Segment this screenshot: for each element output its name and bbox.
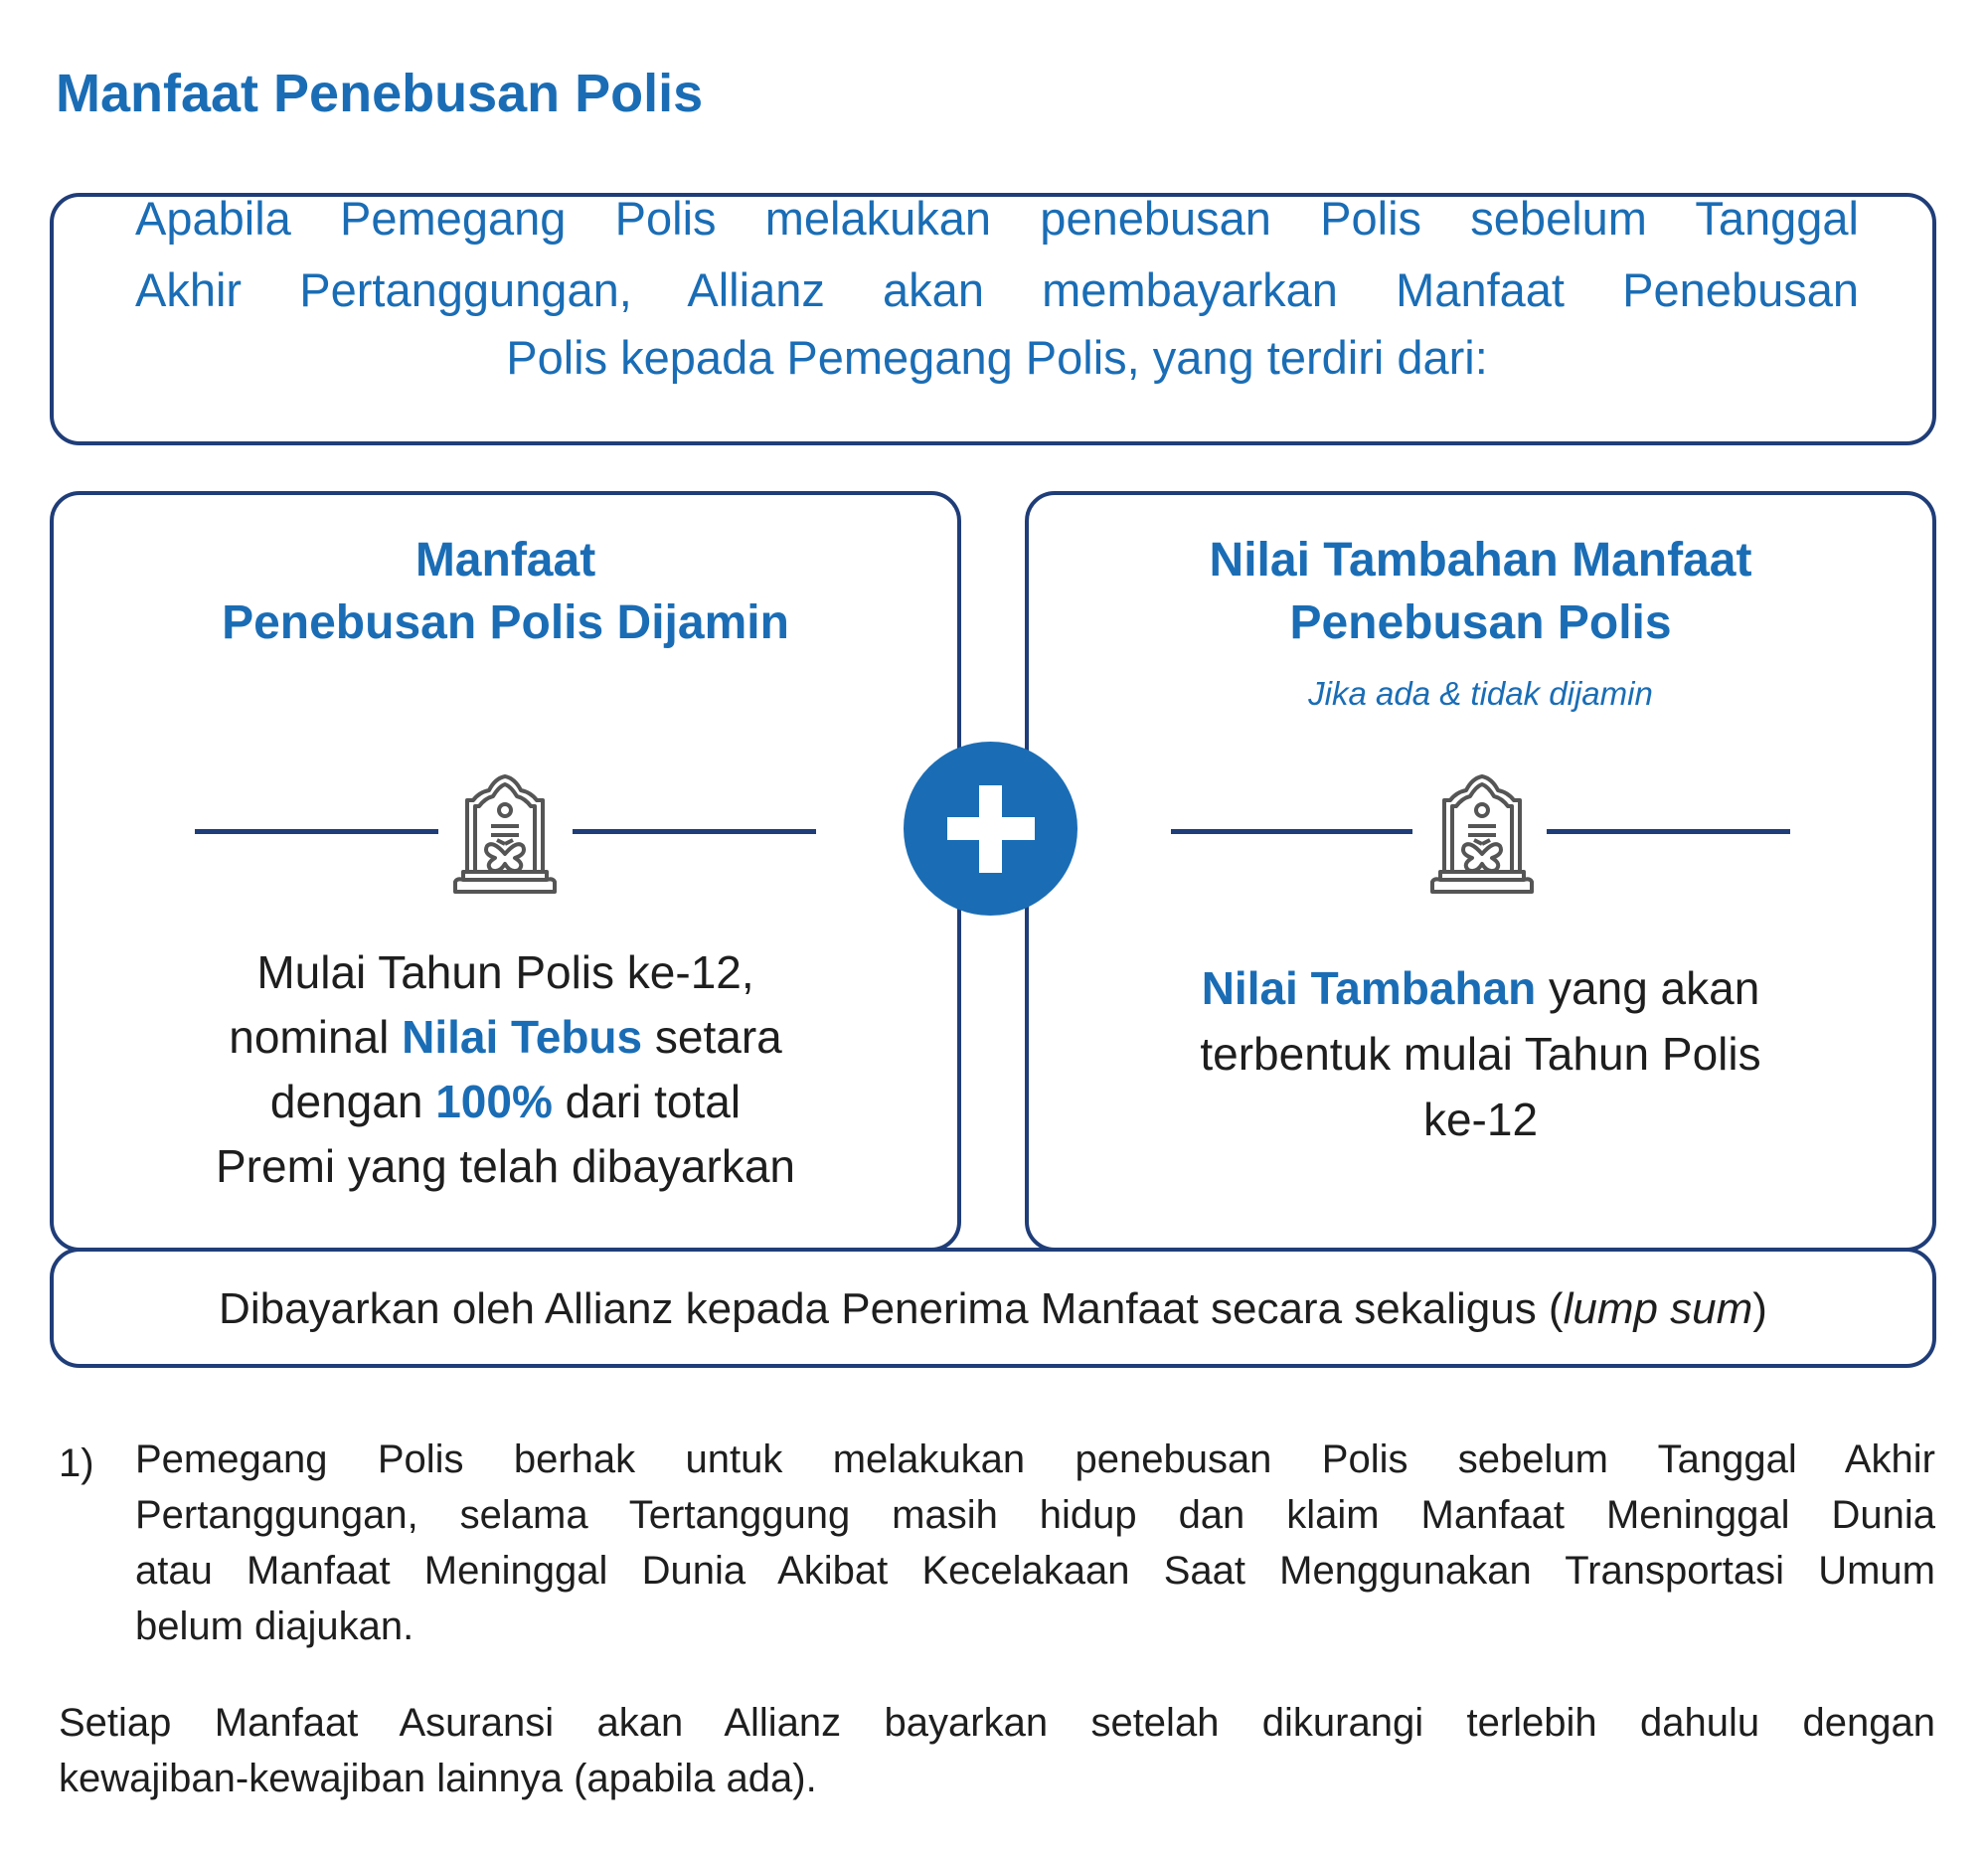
intro-line: Akhir Pertanggungan, Allianz akan membayarkan Manfaat Penebusan (135, 263, 1859, 316)
card-body-line (54, 1136, 957, 1196)
closing-line: kewajiban-kewajiban lainnya (apabila ada). (59, 1757, 817, 1800)
card-subtitle: Jika ada & tidak dijamin (1308, 675, 1653, 712)
body-text: ke-12 (1422, 1094, 1539, 1145)
highlight-percentage: 100% (435, 1076, 553, 1127)
payout-text-main: Dibayarkan oleh Allianz kepada Penerima Manfaat secara sekaligus ( (219, 1284, 1564, 1333)
page-title: Manfaat Penebusan Polis (56, 64, 704, 123)
body-text: Premi yang telah dibayarkan (216, 1140, 795, 1192)
footnote-number: 1) (59, 1441, 94, 1485)
card-heading: Manfaat (414, 534, 596, 587)
footnote-line: Pemegang Polis berhak untuk melakukan penebusan Polis sebelum Tanggal Akhir (135, 1437, 1935, 1481)
body-text: yang akan (1536, 962, 1760, 1014)
divider-line (573, 829, 816, 834)
divider-line (1547, 829, 1790, 834)
divider-line (1171, 829, 1412, 834)
card-body-line (1029, 1090, 1932, 1149)
payout-text-italic: lump sum (1563, 1284, 1753, 1333)
card-heading: Penebusan Polis Dijamin (222, 596, 789, 649)
intro-line: Apabila Pemegang Polis melakukan penebusan Polis sebelum Tanggal (135, 192, 1859, 245)
closing-line: Setiap Manfaat Asuransi akan Allianz bayarkan setelah dikurangi terlebih dahulu dengan (59, 1701, 1935, 1745)
card-body-line (54, 1072, 957, 1131)
body-text: setara (642, 1011, 782, 1063)
gravestone-icon (449, 774, 561, 894)
plus-horizontal-bar (947, 817, 1035, 840)
body-text: nominal (229, 1011, 403, 1063)
intro-box (50, 193, 1936, 445)
card-guaranteed-surrender-benefit (50, 491, 961, 1252)
intro-line: Polis kepada Pemegang Polis, yang terdiri dari: (506, 331, 1488, 384)
plus-icon (904, 742, 1077, 916)
card-body-line (54, 942, 957, 1002)
card-body-line (54, 1007, 957, 1067)
divider-line (195, 829, 438, 834)
card-additional-surrender-value (1025, 491, 1936, 1252)
highlight-nilai-tambahan: Nilai Tambahan (1201, 962, 1537, 1014)
footnote-line: Pertanggungan, selama Tertanggung masih hidup dan klaim Manfaat Meninggal Dunia (135, 1493, 1935, 1537)
highlight-nilai-tebus: Nilai Tebus (402, 1011, 643, 1063)
body-text: Mulai Tahun Polis ke-12, (256, 946, 754, 998)
payout-text-close: ) (1752, 1284, 1767, 1333)
payout-box (50, 1248, 1936, 1368)
card-body-line (1029, 958, 1932, 1018)
card-body-line (1029, 1024, 1932, 1084)
body-text: dari total (552, 1076, 742, 1127)
body-text: terbentuk mulai Tahun Polis (1200, 1028, 1761, 1080)
card-heading: Penebusan Polis (1289, 596, 1672, 649)
payout-text (54, 1281, 1932, 1337)
footnote-line: atau Manfaat Meninggal Dunia Akibat Kecelakaan Saat Menggunakan Transportasi Umum (135, 1549, 1935, 1593)
footnote-line: belum diajukan. (135, 1604, 414, 1648)
card-heading: Nilai Tambahan Manfaat (1209, 534, 1752, 587)
body-text: dengan (269, 1076, 436, 1127)
gravestone-icon (1426, 774, 1538, 894)
